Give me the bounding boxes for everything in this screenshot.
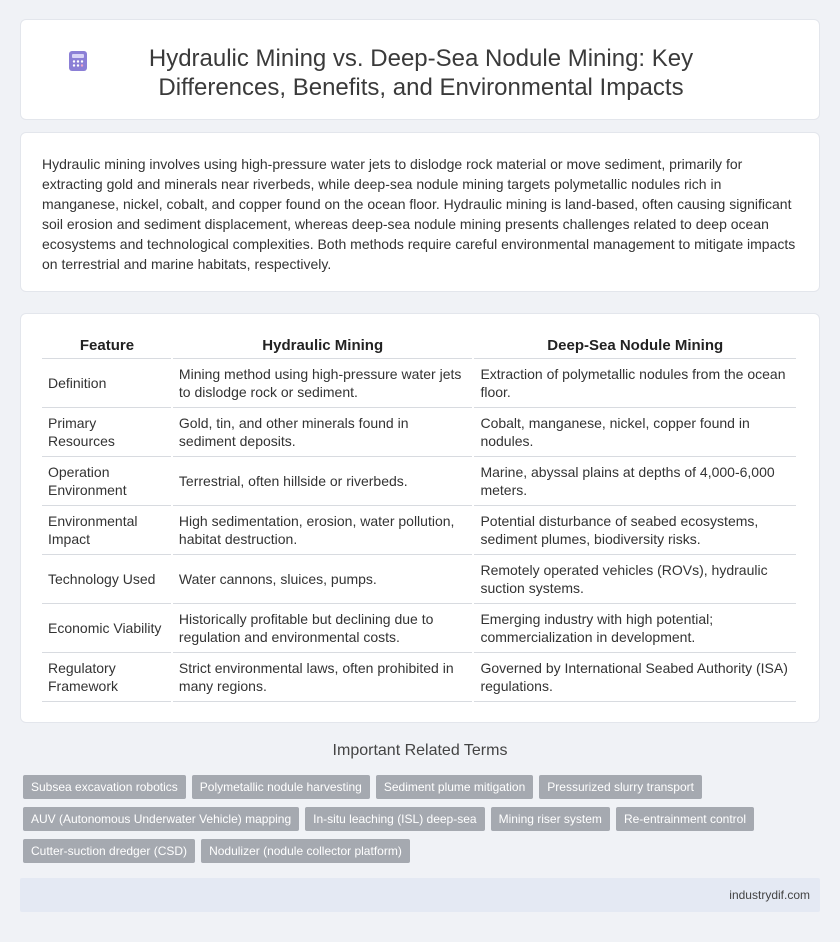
row-hydraulic: Gold, tin, and other minerals found in sediment deposits. xyxy=(172,407,474,456)
related-term-tag[interactable]: Subsea excavation robotics xyxy=(23,775,186,799)
table-row xyxy=(42,505,797,554)
row-feature: Primary Resources xyxy=(42,407,172,456)
row-hydraulic: Historically profitable but declining due to regulation and environmental costs. xyxy=(172,603,474,652)
related-term-tag[interactable]: Sediment plume mitigation xyxy=(376,775,533,799)
header-feature: Feature xyxy=(42,332,172,358)
footer-bar xyxy=(20,878,820,912)
row-deep-sea: Marine, abyssal plains at depths of 4,000-6,000 meters. xyxy=(473,456,797,505)
table-row xyxy=(42,407,797,456)
table-row xyxy=(42,652,797,701)
related-term-tag[interactable]: Nodulizer (nodule collector platform) xyxy=(201,839,410,863)
related-terms-heading: Important Related Terms xyxy=(332,742,508,759)
table-row xyxy=(42,456,797,505)
row-deep-sea: Remotely operated vehicles (ROVs), hydraulic suction systems. xyxy=(473,554,797,603)
row-hydraulic: Strict environmental laws, often prohibited in many regions. xyxy=(172,652,474,701)
comparison-table-card xyxy=(20,313,820,723)
row-feature: Definition xyxy=(42,358,172,407)
related-terms-list xyxy=(23,775,813,863)
row-deep-sea: Extraction of polymetallic nodules from the ocean floor. xyxy=(473,358,797,407)
row-deep-sea: Emerging industry with high potential; commercialization in development. xyxy=(473,603,797,652)
related-term-tag[interactable]: Mining riser system xyxy=(491,807,610,831)
related-term-tag[interactable]: Polymetallic nodule harvesting xyxy=(192,775,370,799)
row-hydraulic: Terrestrial, often hillside or riverbeds. xyxy=(172,456,474,505)
table-row xyxy=(42,603,797,652)
row-hydraulic: Water cannons, sluices, pumps. xyxy=(172,554,474,603)
related-term-tag[interactable]: Pressurized slurry transport xyxy=(539,775,702,799)
header-card xyxy=(20,19,820,120)
row-feature: Environmental Impact xyxy=(42,505,172,554)
header-deep-sea: Deep-Sea Nodule Mining xyxy=(473,332,797,358)
row-feature: Technology Used xyxy=(42,554,172,603)
comparison-table xyxy=(42,332,798,702)
table-header-row xyxy=(42,332,797,358)
table-row xyxy=(42,554,797,603)
header-hydraulic: Hydraulic Mining xyxy=(172,332,474,358)
page-title: Hydraulic Mining vs. Deep-Sea Nodule Mining: Key Differences, Benefits, and Environmental Impacts xyxy=(148,45,694,101)
row-feature: Regulatory Framework xyxy=(42,652,172,701)
row-deep-sea: Cobalt, manganese, nickel, copper found in nodules. xyxy=(473,407,797,456)
row-feature: Economic Viability xyxy=(42,603,172,652)
summary-card xyxy=(20,132,820,292)
row-hydraulic: High sedimentation, erosion, water pollution, habitat destruction. xyxy=(172,505,474,554)
row-feature: Operation Environment xyxy=(42,456,172,505)
related-term-tag[interactable]: Re-entrainment control xyxy=(616,807,754,831)
related-term-tag[interactable]: In-situ leaching (ISL) deep-sea xyxy=(305,807,484,831)
row-deep-sea: Potential disturbance of seabed ecosystems, sediment plumes, biodiversity risks. xyxy=(473,505,797,554)
table-row xyxy=(42,358,797,407)
related-term-tag[interactable]: AUV (Autonomous Underwater Vehicle) mapping xyxy=(23,807,299,831)
footer-site-link[interactable]: industrydif.com xyxy=(729,888,810,902)
row-deep-sea: Governed by International Seabed Authority (ISA) regulations. xyxy=(473,652,797,701)
row-hydraulic: Mining method using high-pressure water jets to dislodge rock or sediment. xyxy=(172,358,474,407)
related-term-tag[interactable]: Cutter-suction dredger (CSD) xyxy=(23,839,195,863)
summary-text: Hydraulic mining involves using high-pressure water jets to dislodge rock material or move sediment, primarily for extracting gold and minerals near riverbeds, while deep-sea nodule mining targets polymetallic nodules rich in manganese, nickel, cobalt, and copper found on the ocean floor. Hydraulic mining is land-based, often causing significant soil erosion and sediment displacement, whereas deep-sea nodule mining presents challenges related to deep ocean ecosystems and technological complexities. Both methods require careful environmental management to mitigate impacts on terrestrial and marine habitats, respectively. xyxy=(42,156,796,272)
